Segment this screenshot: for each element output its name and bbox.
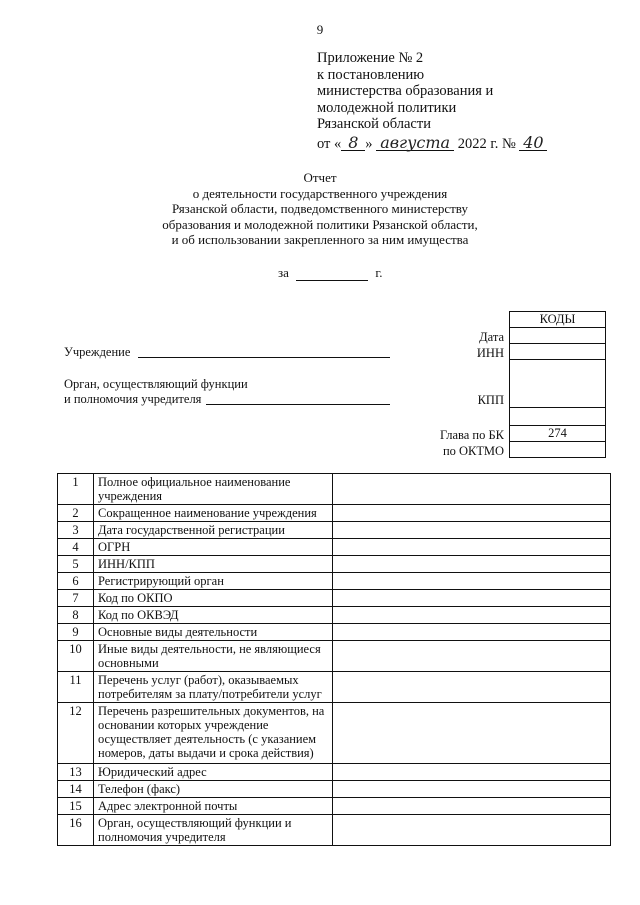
date-code-label: Дата: [479, 330, 504, 344]
row-value-cell: [333, 573, 611, 590]
row-value-cell: [333, 798, 611, 815]
report-title-line: о деятельности государственного учреждения: [192, 185, 448, 201]
date-prefix: от «: [317, 135, 342, 152]
row-number: 6: [58, 573, 94, 590]
row-value-cell: [333, 703, 611, 764]
appendix-title: Приложение № 2: [317, 50, 424, 66]
row-number: 8: [58, 607, 94, 624]
row-label: Телефон (факс): [94, 781, 333, 798]
row-number: 4: [58, 539, 94, 556]
bk-code-label: Глава по БК: [439, 428, 504, 442]
table-row: [58, 539, 611, 556]
table-row: [58, 798, 611, 815]
row-number: 16: [58, 815, 94, 846]
row-number: 10: [58, 641, 94, 672]
inn-code-label: ИНН: [476, 346, 504, 360]
appendix-line: Рязанской области: [317, 116, 431, 132]
row-label: Основные виды деятельности: [94, 624, 333, 641]
row-number: 5: [58, 556, 94, 573]
appendix-line: к постановлению: [317, 66, 425, 83]
row-label: Полное официальное наименование учреждения: [94, 474, 333, 505]
table-row: [58, 703, 611, 764]
table-row: [58, 607, 611, 624]
period-suffix: г.: [375, 265, 383, 280]
row-label: Адрес электронной почты: [94, 798, 333, 815]
row-label: Код по ОКПО: [94, 590, 333, 607]
date-code-cell: [510, 328, 606, 344]
row-number: 15: [58, 798, 94, 815]
row-value-cell: [333, 505, 611, 522]
table-row: [58, 556, 611, 573]
appendix-date-line: [317, 132, 617, 153]
founder-label-line1: Орган, осуществляющий функции: [64, 377, 248, 391]
handwritten-number: 40: [519, 136, 547, 151]
handwritten-day: 8: [341, 136, 365, 151]
row-value-cell: [333, 522, 611, 539]
report-title-line: образования и молодежной политики Рязанской области,: [162, 216, 478, 232]
report-title: [80, 170, 560, 248]
row-value-cell: [333, 641, 611, 672]
kpp-code-cell: [510, 360, 606, 408]
row-label: Регистрирующий орган: [94, 573, 333, 590]
inn-code-cell: [510, 344, 606, 360]
table-row: [58, 505, 611, 522]
row-number: 1: [58, 474, 94, 505]
report-period: [278, 265, 383, 281]
row-label: Перечень услуг (работ), оказываемых потребителям за плату/потребители услуг: [94, 672, 333, 703]
date-mid: »: [365, 135, 373, 152]
info-table-body: [58, 474, 611, 846]
row-value-cell: [333, 624, 611, 641]
table-row: [58, 641, 611, 672]
appendix-line: молодежной политики: [317, 99, 457, 116]
appendix-header: [317, 50, 617, 152]
report-title-line: Отчет: [303, 170, 337, 185]
period-prefix: за: [278, 265, 289, 280]
table-row: [58, 474, 611, 505]
report-title-line: и об использовании закрепленного за ним имущества: [171, 232, 469, 247]
empty-code-cell: [510, 408, 606, 426]
table-row: [58, 764, 611, 781]
table-row: [58, 522, 611, 539]
table-row: [58, 672, 611, 703]
table-row: [58, 590, 611, 607]
row-label: Юридический адрес: [94, 764, 333, 781]
table-row: [58, 573, 611, 590]
row-value-cell: [333, 815, 611, 846]
row-label: Перечень разрешительных документов, на основании которых учреждение осуществляет деятельность (с указанием номеров, даты выдачи и срока действия): [94, 703, 333, 764]
oktmo-code-label: по ОКТМО: [442, 444, 504, 458]
row-label: Сокращенное наименование учреждения: [94, 505, 333, 522]
row-number: 13: [58, 764, 94, 781]
row-label: Дата государственной регистрации: [94, 522, 333, 539]
info-table: [57, 473, 611, 846]
page-number: 9: [316, 22, 324, 37]
row-value-cell: [333, 474, 611, 505]
table-row: [58, 624, 611, 641]
row-value-cell: [333, 607, 611, 624]
row-label: Орган, осуществляющий функции и полномочия учредителя: [94, 815, 333, 846]
kpp-code-label: КПП: [477, 393, 504, 407]
row-label: ОГРН: [94, 539, 333, 556]
row-label: Иные виды деятельности, не являющиеся основными: [94, 641, 333, 672]
row-label: Код по ОКВЭД: [94, 607, 333, 624]
row-number: 9: [58, 624, 94, 641]
table-row: [58, 781, 611, 798]
row-value-cell: [333, 764, 611, 781]
codes-header: КОДЫ: [510, 312, 606, 328]
codes-table: [509, 311, 606, 458]
table-row: [58, 815, 611, 846]
bk-code-cell: 274: [510, 426, 606, 442]
row-number: 2: [58, 505, 94, 522]
appendix-line: министерства образования и: [317, 83, 494, 99]
row-value-cell: [333, 781, 611, 798]
row-number: 3: [58, 522, 94, 539]
report-title-line: Рязанской области, подведомственного министерству: [171, 201, 469, 216]
row-value-cell: [333, 539, 611, 556]
row-number: 7: [58, 590, 94, 607]
row-value-cell: [333, 672, 611, 703]
oktmo-code-cell: [510, 442, 606, 458]
handwritten-month: августа: [376, 136, 454, 151]
row-number: 14: [58, 781, 94, 798]
institution-label: Учреждение: [64, 345, 131, 359]
period-blank: [296, 266, 368, 281]
row-value-cell: [333, 590, 611, 607]
row-number: 12: [58, 703, 94, 764]
row-number: 11: [58, 672, 94, 703]
row-value-cell: [333, 556, 611, 573]
founder-label-line2: и полномочия учредителя: [64, 392, 202, 406]
institution-blank: [138, 357, 390, 358]
year-text: 2022 г. №: [457, 135, 516, 152]
founder-blank: [206, 404, 390, 405]
row-label: ИНН/КПП: [94, 556, 333, 573]
